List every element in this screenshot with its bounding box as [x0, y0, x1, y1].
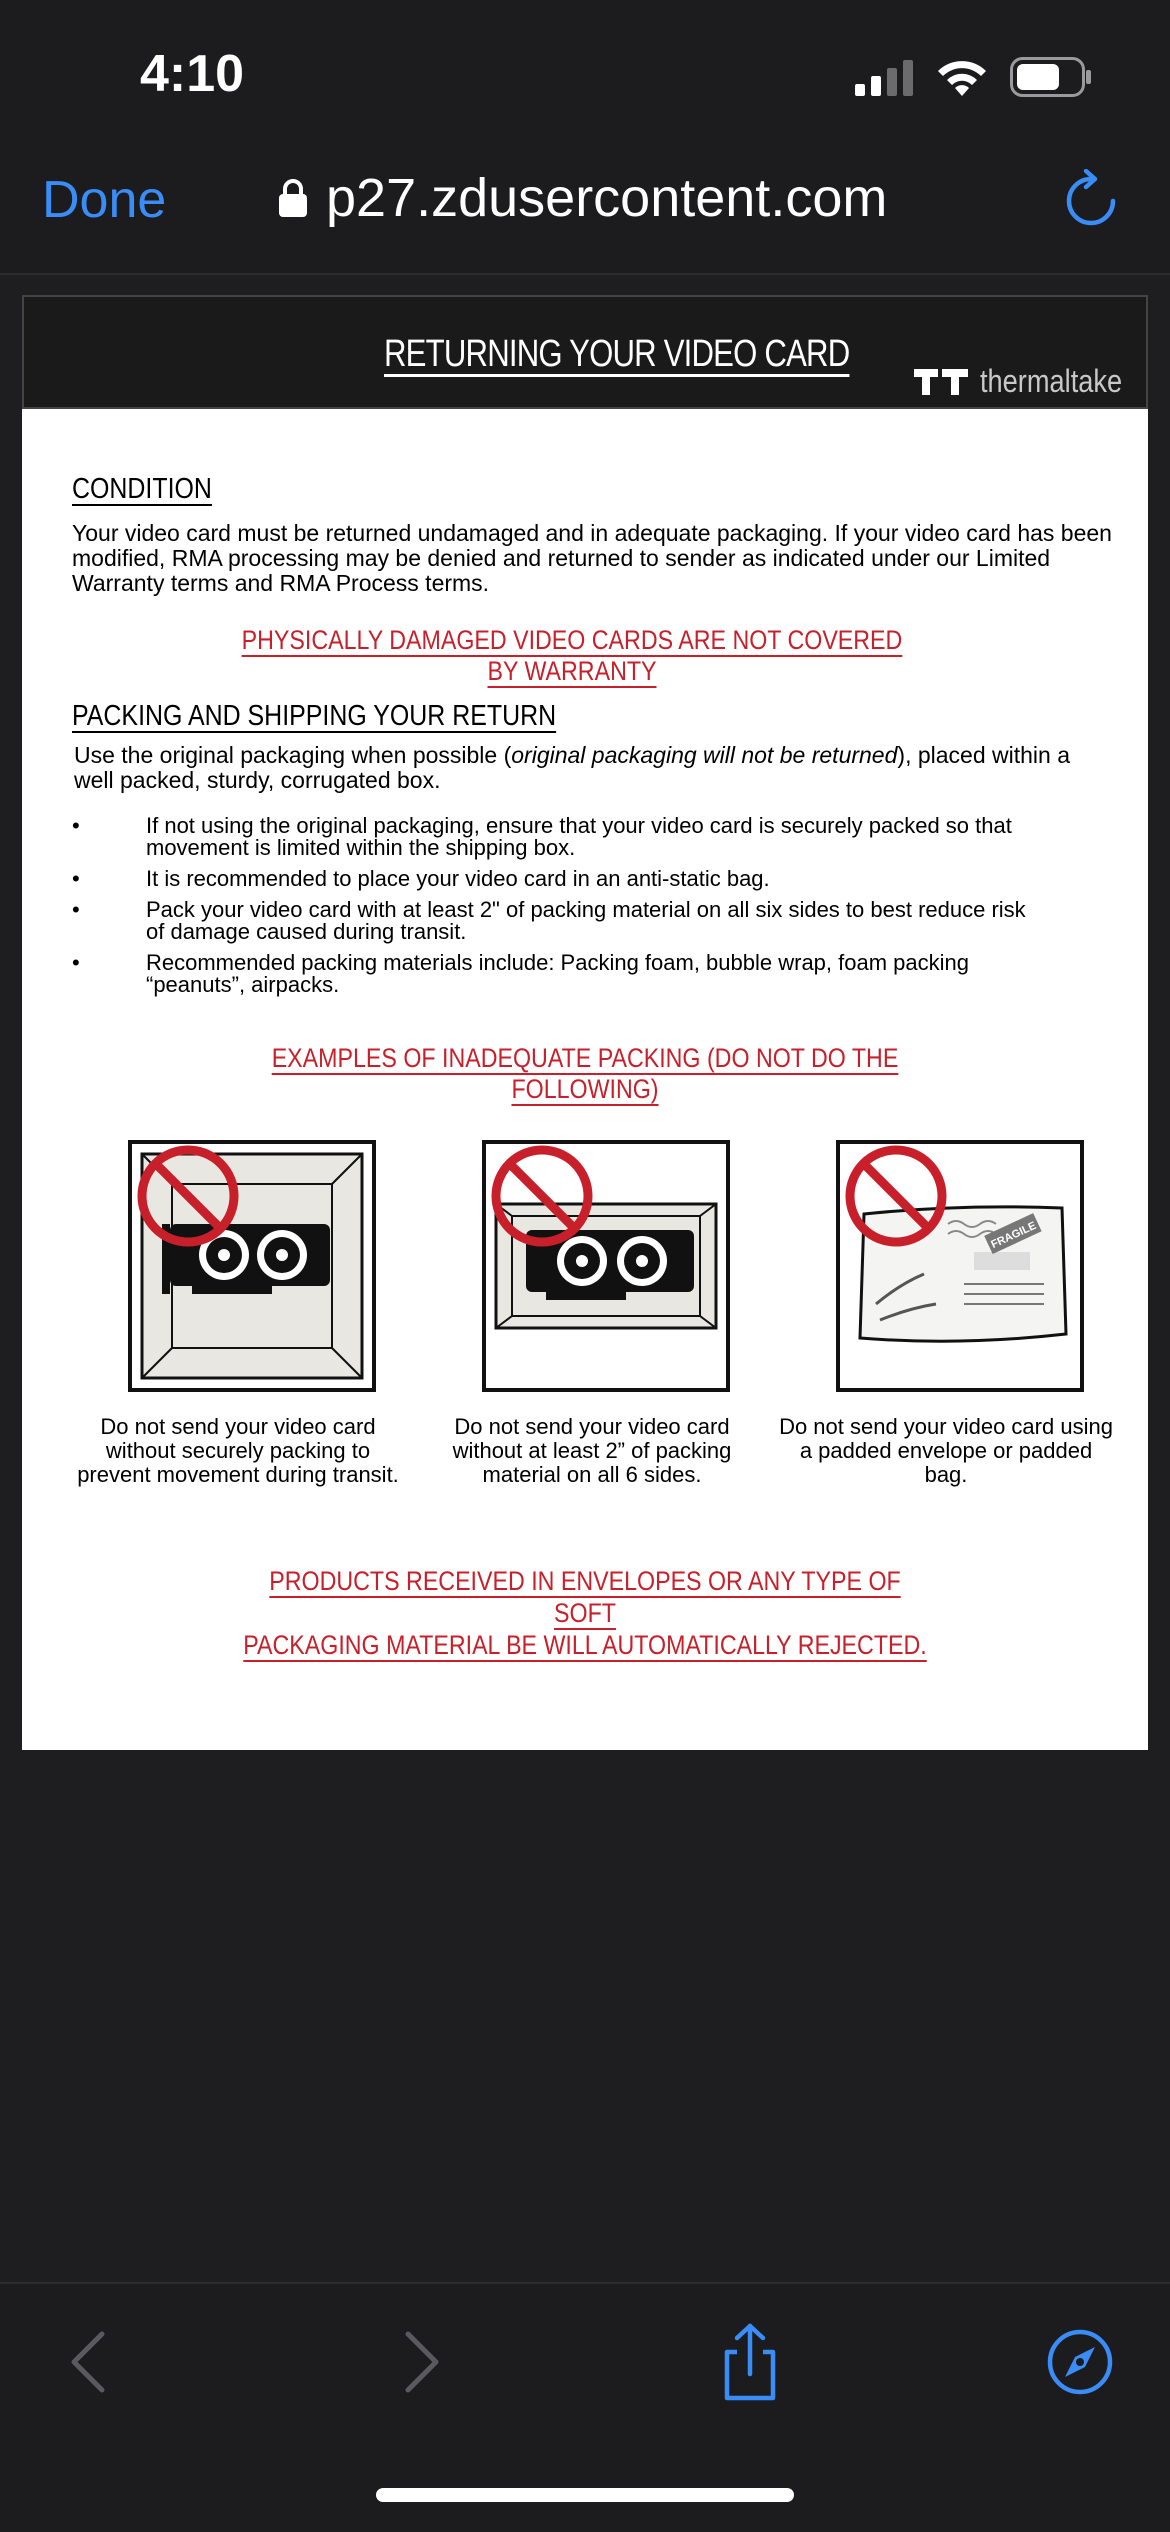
packing-intro — [74, 743, 1114, 793]
rejection-warning-line: PRODUCTS RECEIVED IN ENVELOPES OR ANY TYPE OF SOFT — [269, 1566, 901, 1628]
warranty-warning: PHYSICALLY DAMAGED VIDEO CARDS ARE NOT COVERED BY WARRANTY — [241, 625, 903, 686]
examples-heading: EXAMPLES OF INADEQUATE PACKING (DO NOT DO THE FOLLOWING) — [271, 1043, 899, 1104]
fragile-label: FRAGILE — [989, 1219, 1039, 1252]
list-item: • Recommended packing materials include: Packing foam, bubble wrap, foam packing “peanuts”, airpacks. — [72, 952, 1032, 996]
envelope-icon — [840, 1144, 1080, 1388]
reload-icon[interactable] — [1064, 169, 1118, 229]
example-caption: Do not send your video card using a padded envelope or padded bag. — [779, 1414, 1113, 1487]
browser-nav-bar — [0, 145, 1170, 275]
packing-intro-end: ), placed within a well packed, sturdy, corrugated box. — [74, 742, 1070, 793]
insufficient-padding-illustration — [482, 1140, 730, 1392]
list-item: • If not using the original packaging, ensure that your video card is securely packed so that movement is limited within the shipping box. — [72, 815, 1032, 859]
url-display[interactable] — [278, 167, 887, 229]
rejection-warning-line: PACKAGING MATERIAL BE WILL AUTOMATICALLY REJECTED. — [243, 1630, 927, 1660]
list-item: • It is recommended to place your video card in an anti-static bag. — [72, 868, 1032, 890]
rejection-warning — [238, 1565, 931, 1661]
battery-icon — [1010, 57, 1092, 97]
home-indicator[interactable] — [376, 2488, 794, 2502]
padded-envelope-illustration — [836, 1140, 1084, 1392]
compass-icon[interactable] — [1045, 2322, 1115, 2402]
condition-heading: CONDITION — [72, 473, 212, 505]
gpu-in-box-icon — [132, 1144, 372, 1388]
packing-intro-start: Use the original packaging when possible ( — [74, 742, 512, 768]
thermaltake-brand — [912, 363, 1147, 400]
status-time: 4:10 — [140, 45, 245, 103]
back-icon[interactable] — [52, 2322, 122, 2402]
unsecured-packing-illustration — [128, 1140, 376, 1392]
document-header — [22, 295, 1148, 409]
share-icon[interactable] — [715, 2322, 785, 2402]
url-text: p27.zdusercontent.com — [326, 168, 888, 228]
condition-text: Your video card must be returned undamaged and in adequate packaging. If your video card has been modified, RMA processing may be denied and returned to sender as indicated under our Limited Warranty terms and RMA Process terms. — [72, 520, 1112, 596]
document-title: RETURNING YOUR VIDEO CARD — [384, 333, 850, 375]
lock-icon — [278, 178, 308, 218]
cellular-signal-icon — [855, 60, 915, 96]
wifi-icon — [935, 56, 989, 98]
thermaltake-logo-icon — [912, 367, 970, 397]
packing-intro-italic: original packaging will not be returned — [511, 742, 898, 768]
status-bar — [0, 0, 1170, 145]
packing-heading: PACKING AND SHIPPING YOUR RETURN — [72, 700, 557, 732]
brand-name: thermaltake — [980, 363, 1123, 399]
done-button[interactable]: Done — [42, 171, 167, 229]
document-page — [22, 295, 1148, 1750]
example-caption: Do not send your video card without at least 2” of packing material on all 6 sides. — [452, 1414, 732, 1487]
example-caption: Do not send your video card without securely packing to prevent movement during transit. — [77, 1414, 399, 1487]
packing-bullet-list — [72, 815, 1032, 1005]
forward-icon[interactable] — [388, 2322, 458, 2402]
list-item: • Pack your video card with at least 2" of packing material on all six sides to best reduce risk of damage caused during transit. — [72, 899, 1032, 943]
gpu-in-box-icon — [486, 1144, 726, 1388]
